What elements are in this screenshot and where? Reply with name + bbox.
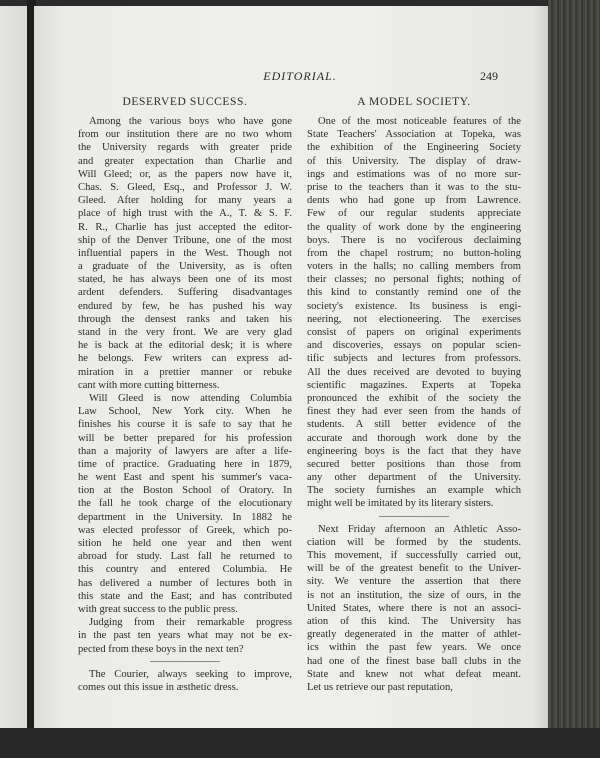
text-line: finest they had ever seen from the hands of: [307, 406, 521, 418]
text-line: time of practice. Graduating here in 1879,: [78, 458, 292, 470]
text-line: from our institution there are no two whom: [78, 129, 292, 141]
article-title: A MODEL SOCIETY.: [357, 96, 471, 108]
text-line: abroad for study. Last fall he returned to: [78, 551, 292, 563]
text-line: ings and estimations was of no more sur-: [307, 168, 521, 180]
text-line: the fall he took charge of the elocutionary: [78, 498, 292, 510]
text-line: place of high trust with the A., T. & S. F.: [78, 208, 292, 220]
text-line: influential papers in the West. Though not: [78, 247, 292, 259]
text-line: stand in the very front. We are very glad: [78, 327, 292, 338]
text-line: cant with more cutting bitterness.: [78, 379, 220, 391]
text-line: students. A still better evidence of the: [307, 419, 521, 431]
text-line: Few of our regular students appreciate: [307, 208, 521, 220]
text-line: he belongs. Few writers can express ad-: [78, 353, 292, 365]
text-line: State Teachers' Association at Topeka, was: [307, 129, 521, 141]
right-column: [307, 95, 521, 694]
text-line: in the past ten years what may not be ex-: [78, 630, 292, 642]
text-line: Chas. S. Gleed, Esq., and Professor J. W.: [78, 181, 292, 193]
text-line: greatly degenerated in the matter of athlet-: [307, 629, 521, 641]
adjacent-page-edge: [0, 6, 27, 728]
text-line: the exhibition of the Engineering Society: [307, 142, 521, 154]
left-column: [78, 95, 292, 694]
text-line: had one of the finest base ball clubs in the: [307, 655, 521, 667]
text-line: R. R., Charlie has just accepted the editor-: [78, 221, 292, 233]
text-line: and discoveries, essays on popular scien-: [307, 340, 521, 352]
book-page-edges: [548, 0, 600, 758]
text-line: the University regards with greater pride: [78, 142, 292, 154]
text-line: neering, not electioneering. The exercises: [307, 313, 521, 325]
text-line: sity. We venture the assertion that there: [307, 576, 521, 588]
text-line: dents who had gone up from Lawrence.: [307, 195, 521, 207]
text-line: pronounced the exhibit of the society the: [307, 392, 521, 404]
text-line: sition he held one year and then went: [78, 538, 292, 549]
text-line: society's existence. Its business is engi-: [307, 300, 521, 312]
article-body: [307, 115, 521, 694]
text-line: miration in a prettier manner or rebuke: [78, 366, 292, 378]
text-line: will be of the greatest benefit to the Univer-: [307, 563, 521, 575]
text-line: One of the most noticeable features of the: [318, 116, 521, 127]
text-line: finishes his course it is safe to say that he: [78, 419, 292, 431]
text-line: tific subjects and lectures from professors.: [307, 353, 521, 365]
text-line: consist of papers on original experiments: [307, 327, 521, 338]
text-line: State and knew not what defeat meant.: [307, 668, 521, 680]
text-line: from the chapel rostrum; no button-holing: [307, 247, 521, 259]
text-line: is not an institution, the size of ours, in the: [307, 589, 521, 601]
text-line: ics within the past few years. We once: [307, 642, 521, 654]
text-line: Among the various boys who have gone: [89, 116, 292, 127]
text-line: secured better positions than those from: [307, 458, 521, 470]
text-line: The society furnishes an example which: [307, 485, 521, 497]
text-line: this kind to constantly remind one of the: [307, 287, 521, 299]
text-line: comes out this issue in æsthetic dress.: [78, 681, 239, 693]
text-line: department in the University. In 1882 he: [78, 511, 292, 523]
article-title: DESERVED SUCCESS.: [122, 96, 248, 108]
text-line: Gleed. After holding for many years a: [78, 195, 292, 207]
text-line: of this University. The display of draw-: [307, 155, 521, 167]
text-line: the quality of work done by the engineering: [307, 221, 521, 233]
text-line: ciation will be formed by the students.: [307, 536, 521, 548]
text-line: any other department of the University.: [307, 472, 521, 484]
text-line: engineering boys is the fact that they have: [307, 445, 521, 457]
text-line: with great success to the public press.: [78, 603, 238, 615]
text-line: this country and entered Columbia. He: [78, 564, 292, 576]
text-line: Let us retrieve our past reputation,: [307, 681, 453, 693]
section-divider: [379, 516, 449, 517]
article-body: [78, 115, 292, 694]
text-line: United States, where there is not an associ-: [307, 602, 521, 614]
text-line: Will Gleed is now attending Columbia: [89, 392, 292, 404]
text-line: pected from these boys in the next ten?: [78, 643, 244, 655]
text-line: ship of the Denver Tribune, one of the most: [78, 234, 292, 246]
text-line: tion at the Boston School of Oratory. In: [78, 485, 292, 497]
text-line: stated, he has always been one of its most: [78, 274, 292, 286]
text-line: voters in the halls; no calling members from: [307, 261, 521, 273]
text-line: was elected professor of Greek, which po-: [78, 524, 292, 536]
text-line: and greater expectation than Charlie and: [78, 155, 292, 167]
text-line: their classes; no personal fights; nothing of: [307, 274, 521, 286]
text-line: will be better prepared for his profession: [78, 432, 292, 444]
text-line: ation of this kind. The University has: [307, 615, 521, 627]
text-line: ardent defenders. Suffering disadvantages: [78, 287, 292, 299]
text-line: Law School, New York city. When he: [78, 406, 292, 418]
text-line: This movement, if successfully carried out,: [307, 550, 521, 561]
section-divider: [150, 661, 220, 662]
page-number: 249: [480, 69, 498, 83]
text-line: The Courier, always seeking to improve,: [89, 668, 292, 680]
text-line: through the densest ranks and taken his: [78, 313, 292, 325]
text-line: than a majority of lawyers are after a life-: [78, 445, 292, 457]
text-line: Next Friday afternoon an Athletic Asso-: [318, 523, 521, 535]
text-line: boys. There is no vociferous declaiming: [307, 234, 521, 246]
text-line: Will Gleed; or, as the papers now have it,: [78, 168, 292, 180]
text-line: prise to the teachers than it was to the stu-: [307, 181, 521, 193]
text-line: All the dues received are devoted to buying: [307, 366, 521, 378]
text-line: endured by few, he has pushed his way: [78, 300, 292, 312]
text-line: he is back at the editorial desk; it is where: [78, 340, 292, 352]
text-line: scientific magazines. Experts at Topeka: [307, 379, 521, 391]
text-line: might well be imitated by its literary sisters.: [307, 498, 494, 510]
text-line: accurate and thorough work done by the: [307, 432, 521, 444]
text-line: he went East and spent his summer's vaca-: [78, 472, 292, 484]
text-line: Judging from their remarkable progress: [89, 617, 292, 629]
text-line: this state and the East; and has contributed: [78, 590, 292, 602]
text-line: a graduate of the University, as is often: [78, 261, 292, 273]
scan-background: [0, 728, 600, 758]
running-title: EDITORIAL.: [263, 69, 337, 83]
text-line: has delivered a number of lectures both in: [78, 577, 292, 589]
